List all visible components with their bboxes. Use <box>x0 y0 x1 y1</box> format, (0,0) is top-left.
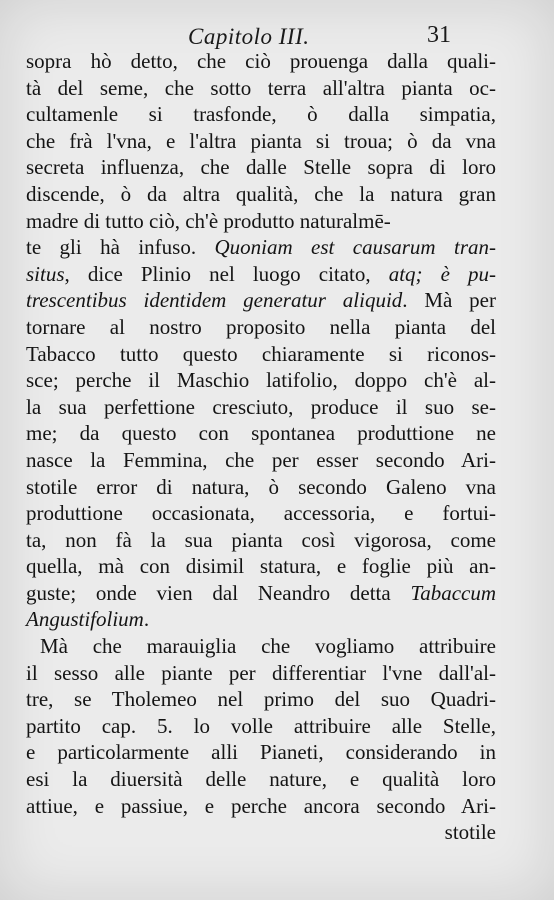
text-line <box>26 181 496 208</box>
text-line <box>26 208 496 235</box>
text-line <box>26 660 496 687</box>
text-line <box>26 234 496 261</box>
chapter-title: Capitolo III. <box>188 24 310 49</box>
text-line <box>26 447 496 474</box>
text-segment: tornare al nostro proposito nella pianta del <box>26 314 496 339</box>
text-line <box>26 75 496 102</box>
text-segment: te gli hà infuso. <box>26 235 215 260</box>
text-segment: partito cap. 5. lo volle attribuire alle Stelle, <box>26 713 496 738</box>
text-segment: , dice Plinio nel luogo citato, <box>64 261 389 286</box>
text-line <box>26 766 496 793</box>
text-line <box>26 287 496 314</box>
text-segment: . Mà per <box>402 288 496 313</box>
text-segment: tre, se Tholemeo nel primo del suo Quadri- <box>26 687 496 712</box>
text-segment: . <box>143 607 150 632</box>
text-segment: discende, ò da altra qualità, che la natura gran <box>26 181 496 206</box>
italic-segment: Quoniam est causarum tran- <box>214 235 496 260</box>
text-line <box>26 527 496 554</box>
text-segment: sce; perche il Maschio latifolio, doppo ch'è al- <box>26 368 496 393</box>
text-line <box>26 420 496 447</box>
text-segment: Tabacco tutto questo chiaramente si riconos- <box>26 341 496 366</box>
catchword: stotile <box>444 820 496 845</box>
italic-segment: trescentibus identidem generatur aliquid <box>26 288 403 313</box>
text-line <box>26 394 496 421</box>
italic-segment: atq; è pu- <box>388 261 496 286</box>
text-line <box>26 341 496 368</box>
text-line <box>26 739 496 766</box>
text-segment: guste; onde vien dal Neandro detta <box>26 580 411 605</box>
text-segment: me; da questo con spontanea produttione ne <box>26 421 496 446</box>
text-segment: tà del seme, che sotto terra all'altra pianta oc- <box>26 75 496 100</box>
text-line <box>26 500 496 527</box>
text-line <box>26 553 496 580</box>
page-number: 31 <box>427 22 451 48</box>
text-line <box>26 606 496 633</box>
text-segment: ta, non fà la sua pianta così vigorosa, come <box>26 527 496 552</box>
text-line <box>26 101 496 128</box>
text-line <box>26 48 496 75</box>
text-segment: che frà l'vna, e l'altra pianta si troua; ò da vna <box>26 128 496 153</box>
text-line <box>26 154 496 181</box>
text-line <box>26 367 496 394</box>
italic-segment: Angustifolium <box>26 607 144 632</box>
text-line <box>26 713 496 740</box>
italic-segment: Tabaccum <box>410 580 496 605</box>
text-line <box>26 261 496 288</box>
text-segment: produttione occasionata, accessoria, e fortui- <box>26 501 496 526</box>
text-segment: esi la diuersità delle nature, e qualità loro <box>26 767 496 792</box>
text-segment: sopra hò detto, che ciò prouenga dalla quali- <box>26 49 496 73</box>
text-segment: Mà che marauiglia che vogliamo attribuire <box>40 634 496 659</box>
text-line <box>26 128 496 155</box>
text-segment: stotile error di natura, ò secondo Galeno vna <box>26 474 496 499</box>
italic-segment: situs <box>26 261 65 286</box>
text-segment: attiue, e passiue, e perche ancora secondo Ari- <box>26 793 496 818</box>
text-line <box>26 633 496 660</box>
text-line <box>26 580 496 607</box>
text-line <box>26 474 496 501</box>
text-segment: il sesso alle piante per differentiar l'vne dall'al- <box>26 660 496 685</box>
text-segment: nasce la Femmina, che per esser secondo Ari- <box>26 447 496 472</box>
text-segment: secreta influenza, che dalle Stelle sopra di loro <box>26 155 496 180</box>
text-line <box>26 793 496 820</box>
text-segment: e particolarmente alli Pianeti, considerando in <box>26 740 496 765</box>
text-segment: cultamenle si trasfonde, ò dalla simpatia, <box>26 102 496 127</box>
text-segment: la sua perfettione cresciuto, produce il suo se- <box>26 394 496 419</box>
text-line <box>26 686 496 713</box>
body-text <box>26 48 496 846</box>
text-segment: madre di tutto ciò, ch'è produtto naturalmē- <box>26 208 391 233</box>
text-segment: quella, mà con disimil statura, e foglie più an- <box>26 554 496 579</box>
text-line <box>26 314 496 341</box>
